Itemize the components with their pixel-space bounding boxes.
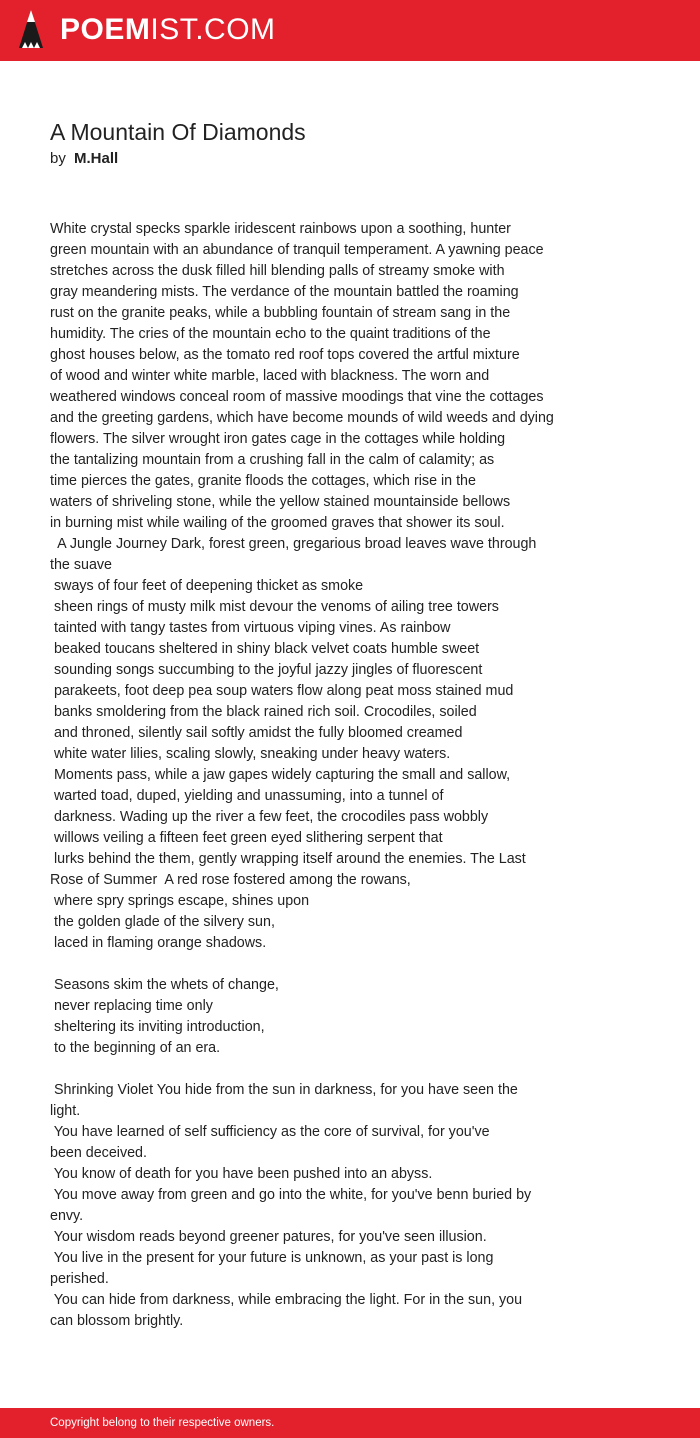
poem-line: where spry springs escape, shines upon: [50, 893, 310, 909]
poem-line: White crystal specks sparkle iridescent rainbows upon a soothing, hunter: [50, 221, 511, 237]
poem-line: laced in flaming orange shadows.: [50, 935, 267, 951]
poem-line: been deceived.: [50, 1145, 147, 1161]
poem-line: tainted with tangy tastes from virtuous viping vines. As rainbow: [50, 620, 451, 636]
site-logo-text: [60, 7, 276, 53]
copyright-notice: Copyright belong to their respective owners.: [50, 1417, 275, 1429]
poem-line: Moments pass, while a jaw gapes widely capturing the small and sallow,: [50, 767, 511, 783]
poem-line: the golden glade of the silvery sun,: [50, 914, 275, 930]
poem-line: warted toad, duped, yielding and unassuming, into a tunnel of: [50, 788, 444, 804]
poem-line: stretches across the dusk filled hill blending palls of streamy smoke with: [50, 263, 505, 279]
poem-line: sways of four feet of deepening thicket as smoke: [50, 578, 364, 594]
poem-line: flowers. The silver wrought iron gates cage in the cottages while holding: [50, 431, 506, 447]
poem-line: never replacing time only: [50, 998, 213, 1014]
poem-line: waters of shriveling stone, while the yellow stained mountainside bellows: [50, 494, 511, 510]
poem-line: parakeets, foot deep pea soup waters flow along peat moss stained mud: [50, 683, 514, 699]
poem-line: humidity. The cries of the mountain echo to the quaint traditions of the: [50, 326, 491, 342]
poem-line: lurks behind the them, gently wrapping itself around the enemies. The Last: [50, 851, 526, 867]
poem-line: You live in the present for your future is unknown, as your past is long: [50, 1250, 494, 1266]
site-header: [0, 0, 700, 61]
poem-line: sheltering its inviting introduction,: [50, 1019, 265, 1035]
poem-line: rust on the granite peaks, while a bubbling fountain of stream sang in the: [50, 305, 511, 321]
site-footer: [0, 1408, 700, 1438]
poem-title: A Mountain Of Diamonds: [50, 119, 306, 145]
poem-line: time pierces the gates, granite floods the cottages, which rise in the: [50, 473, 476, 489]
poem-line: beaked toucans sheltered in shiny black velvet coats humble sweet: [50, 641, 480, 657]
poem-line: can blossom brightly.: [50, 1313, 184, 1329]
poem-line: and the greeting gardens, which have become mounds of wild weeds and dying: [50, 410, 554, 426]
poem-line: You have learned of self sufficiency as the core of survival, for you've: [50, 1124, 490, 1140]
poem-line: banks smoldering from the black rained rich soil. Crocodiles, soiled: [50, 704, 477, 720]
poem-line: A Jungle Journey Dark, forest green, gregarious broad leaves wave through: [50, 536, 537, 552]
poem-line: sounding songs succumbing to the joyful jazzy jingles of fluorescent: [50, 662, 483, 678]
poem-line: darkness. Wading up the river a few feet, the crocodiles pass wobbly: [50, 809, 489, 825]
site-logo-link[interactable]: [16, 7, 276, 53]
poem-line: the suave: [50, 557, 112, 573]
poem-line: You know of death for you have been pushed into an abyss.: [50, 1166, 433, 1182]
author-name[interactable]: M.Hall: [74, 150, 119, 167]
poem-line: the tantalizing mountain from a crushing fall in the calm of calamity; as: [50, 452, 495, 468]
poem-line: ghost houses below, as the tomato red roof tops covered the artful mixture: [50, 347, 520, 363]
poem-line: weathered windows conceal room of massive moodings that vine the cottages: [50, 389, 544, 405]
poem-byline: [50, 148, 118, 170]
poem-line: green mountain with an abundance of tranquil temperament. A yawning peace: [50, 242, 544, 258]
poem-line: [50, 1059, 670, 1080]
poem-line: Rose of Summer A red rose fostered among the rowans,: [50, 872, 411, 888]
poem-line: You can hide from darkness, while embracing the light. For in the sun, you: [50, 1292, 523, 1308]
poem-line: of wood and winter white marble, laced with blackness. The worn and: [50, 368, 490, 384]
pencil-tip-icon: [16, 8, 46, 52]
poem-line: envy.: [50, 1208, 84, 1224]
poem-line: gray meandering mists. The verdance of the mountain battled the roaming: [50, 284, 519, 300]
poem-line: to the beginning of an era.: [50, 1040, 221, 1056]
poem-line: Shrinking Violet You hide from the sun in darkness, for you have seen the: [50, 1082, 518, 1098]
logo-brand-bold: POEM: [60, 13, 151, 46]
poem-line: light.: [50, 1103, 81, 1119]
poem-line: white water lilies, scaling slowly, sneaking under heavy waters.: [50, 746, 451, 762]
poem-line: You move away from green and go into the white, for you've benn buried by: [50, 1187, 532, 1203]
poem-line: perished.: [50, 1271, 109, 1287]
poem-line: Seasons skim the whets of change,: [50, 977, 279, 993]
poem-line: and throned, silently sail softly amidst the fully bloomed creamed: [50, 725, 463, 741]
poem-line: sheen rings of musty milk mist devour the venoms of ailing tree towers: [50, 599, 499, 615]
poem-line: Your wisdom reads beyond greener patures, for you've seen illusion.: [50, 1229, 487, 1245]
by-label: by: [50, 150, 66, 167]
poem-line: in burning mist while wailing of the groomed graves that shower its soul.: [50, 515, 505, 531]
poem-line: [50, 954, 670, 975]
poem-body: [50, 219, 670, 1332]
poem-line: willows veiling a fifteen feet green eyed slithering serpent that: [50, 830, 443, 846]
logo-brand-light: IST.COM: [150, 13, 276, 46]
